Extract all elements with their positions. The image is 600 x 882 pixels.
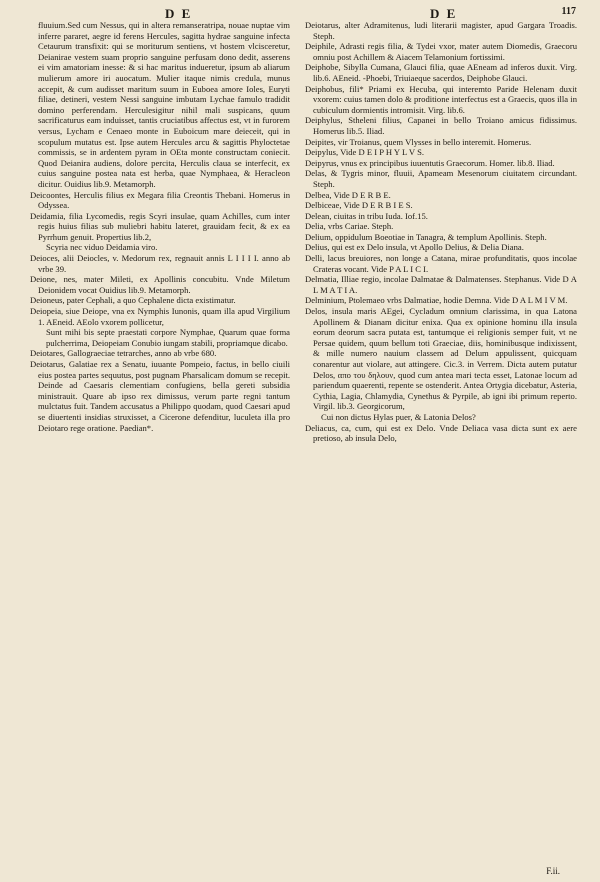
entry-deiotarus: Deiotarus, Galatiae rex a Senatu, iuuante Pompeio, factus, in bello ciuili eius postea partes sequutus, post pugnam Pharsalicam domum se recepit. Deinde ad Caesaris clementiam confugiens, bella gereti subsidia ministrauit. Quare ab ipso rex dimissus, verum parte regni tantum mulctatus fuit. Tandem accusatus a Philippo quodam, quod Caesari apud se diuertenti insidias struxisset, a Cicerone defenditur, luculeta illa pro Deiotaro rege oratione. Paedian*. [30,359,290,433]
entry-deiphile: Deiphile, Adrasti regis filia, & Tydei vxor, mater autem Diomedis, Graecoru omniu post Achillem & Aiacem Telamonium fortissimi. [305,41,577,62]
verse-quote: Sunt mihi bis septe praestati corpore Nymphae, Quarum quae forma pulcherrima, Deiopeiam Conubio iungam stabili, propriamque dicabo. [46,327,290,348]
entry-delminium: Delminium, Ptolemaeo vrbs Dalmatiae, hodie Demna. Vide D A L M I V M. [305,295,568,306]
entry-delia: Delia, vrbs Cariae. Steph. [305,221,394,232]
entry-continuation: fluuium.Sed cum Nessus, qui in altera remanseratripa, nouae nuptae vim inferre pararet, aegre id ferens Hercules, sagitta hydrae sanguine infecta Cetaurum transfixit: qui se moriturum sentiens, vt hostem vlcisceretur, Deianirae vestem suam proprio sanguine perfusam dono dedit, asserens ei vim amatoriam inesse: & si hac maritus indueretur, ipsum ab aliarum mulierum amore iri auocatum. Mulier itaque nimis credula, munus accepit, & cum audisset maritum suum in Euboea amore Ioles, Euryti filiae, detineri, vestem Nessi sanguine imbutam Lychae famulo tradidit domino perferendam. Herculesigitur nihil mali suspicans, quum sacrificaturus eam induisset, tantis cruciatibus affectus est, vt in furorem versus, Lycham e Cenaeo monte in Euboicum mare deieceit, qui in scopulum mutatus est. Ipse autem Hercules arcu & sagittis Phyloctetae commissis, se in ardentem pyram in OEta monte constructam coniecit. Quod Deianira audiens, dolore percita, Herculis claua se interfecit, ex cuius sanguine postea nata est herba, quae Nymphaea, & Heracleon dicitur. Ouidius lib.9. Metamorph. [38,20,290,189]
entry-delli: Delli, lacus breuiores, non longe a Catana, mirae profunditatis, quos incolae Crateras vocant. Vide P A L I C I. [305,253,577,274]
entry-deioneus: Deioneus, pater Cephali, a quo Cephalene dicta existimatur. [30,295,236,306]
entry-deipylus: Deipylus, Vide D E I P H Y L V S. [305,147,425,158]
entry-deliacus: Deliacus, ca, cum, qui est ex Delo. Vnde Deliaca vasa dicta sunt ex aere pretioso, ab insula Delo, [305,422,577,444]
entry-deiphobus: Deiphobus, fili* Priami ex Hecuba, qui interemto Paride Helenam duxit vxorem: cuius tamen dolo & proditione interfectus est a Graecis, quos illa in cubiculum dormientis intromisit. Virg. lib.6. [305,83,577,115]
entry-delean: Delean, ciuitas in tribu Iuda. Iof.15. [305,210,428,221]
entry-delos: Delos, insula maris AEgei, Cycladum omnium clarissima, in qua Latona Apollinem & Dianam dicitur enixa. Qua ex opinione hominu illa insula eorum deorum sacra putata est, tantumque ei religionis semper fuit, vt ne Persae quidem, quum bellum toti Graeciae, diis, hominibusque indixissent, & mille numero nauium classem ad Delum appulissent, quicquam conarentur aut violare, aut attingere. Cic.3. in Verrem. Dicta autem putatur Delos, απο του δηλουν, quod cum antea mari tecta esset, Latonae locum ad pariendum quaerenti, repente se ostenderit. Antea Ortygia dicebatur, Asteria, Cythia, Lagia, Chlamydia, Cynethus & Pyrpile, ab igni ibi primum reperto. Virgil. lib.3. Georgicorum, [305,306,577,412]
signature-mark: F.ii. [546,866,560,876]
entry-deidamia: Deidamia, filia Lycomedis, regis Scyri insulae, quam Achilles, cum inter regis huius filias sub muliebri habitu lateret, grauidam fecit, & ex ea Pyrrhum genuit. Propertius lib.2, [30,210,290,242]
entry-delmatia: Delmatia, Illiae regio, incolae Dalmatae & Dalmatenses. Stephanus. Vide D A L M A T I A. [305,274,577,295]
entry-deipites: Deipites, vir Troianus, quem Vlysses in bello interemit. Homerus. [305,136,532,147]
header-letters-left: D E [165,6,193,21]
entry-deicoontes: Deicoontes, Herculis filius ex Megara filia Creontis Thebani. Homerus in Odyssea. [30,189,290,211]
entry-delium: Delium, oppidulum Boeotiae in Tanagra, & templum Apollinis. Steph. [305,231,547,242]
entry-delbea: Delbea, Vide D E R B E. [305,189,391,200]
entry-delas: Delas, & Tygris minor, fluuii, Apameam Mesenorum ciuitatem circundant. Steph. [305,168,577,189]
entry-deiphylus: Deiphylus, Stheleni filius, Capanei in bello Troiano amicus fidissimus. Homerus lib.5. Iliad. [305,115,577,136]
right-column [305,20,577,444]
entry-delbiceae: Delbiceae, Vide D E R B I E S. [305,200,413,211]
entry-deiotares: Deiotares, Gallograeciae tetrarches, anno ab vrbe 680. [30,348,217,359]
entry-deipyrus: Deipyrus, vnus ex principibus iuuentutis Graecorum. Homer. lib.8. Iliad. [305,157,555,168]
left-column [30,20,290,433]
entry-delius: Delius, qui est ex Delo insula, vt Apollo Delius, & Delia Diana. [305,242,524,253]
entry-deioces: Deioces, alii Deiocles, v. Medorum rex, regnauit annis L I I I I. anno ab vrbe 39. [30,253,290,274]
entry-deiotarus-alter: Deiotarus, alter Adramitenus, ludi literarii magister, apud Gargara Troadis. Steph. [305,20,577,41]
entry-deione: Deione, nes, mater Mileti, ex Apollinis concubitu. Vnde Miletum Deionidem vocat Ouidius lib.9. Metamorph. [30,274,290,295]
verse-quote: Cui non dictus Hylas puer, & Latonia Delos? [321,411,476,422]
entry-deiphobe: Deiphobe, Sibylla Cumana, Glauci filia, quae AEneam ad inferos duxit. Virg. lib.6. AEneid. -Phoebi, Triuiaeque sacerdos, Deiphobe Glauci. [305,62,577,83]
entry-deiopeia: Deiopeia, siue Deiope, vna ex Nymphis Iunonis, quam illa apud Virgilium 1. AEneid. AEolo vxorem pollicetur, [30,306,290,327]
page-number: 117 [561,6,576,17]
verse-quote: Scyria nec viduo Deidamia viro. [46,242,158,253]
header-letters-right: D E [430,6,458,21]
